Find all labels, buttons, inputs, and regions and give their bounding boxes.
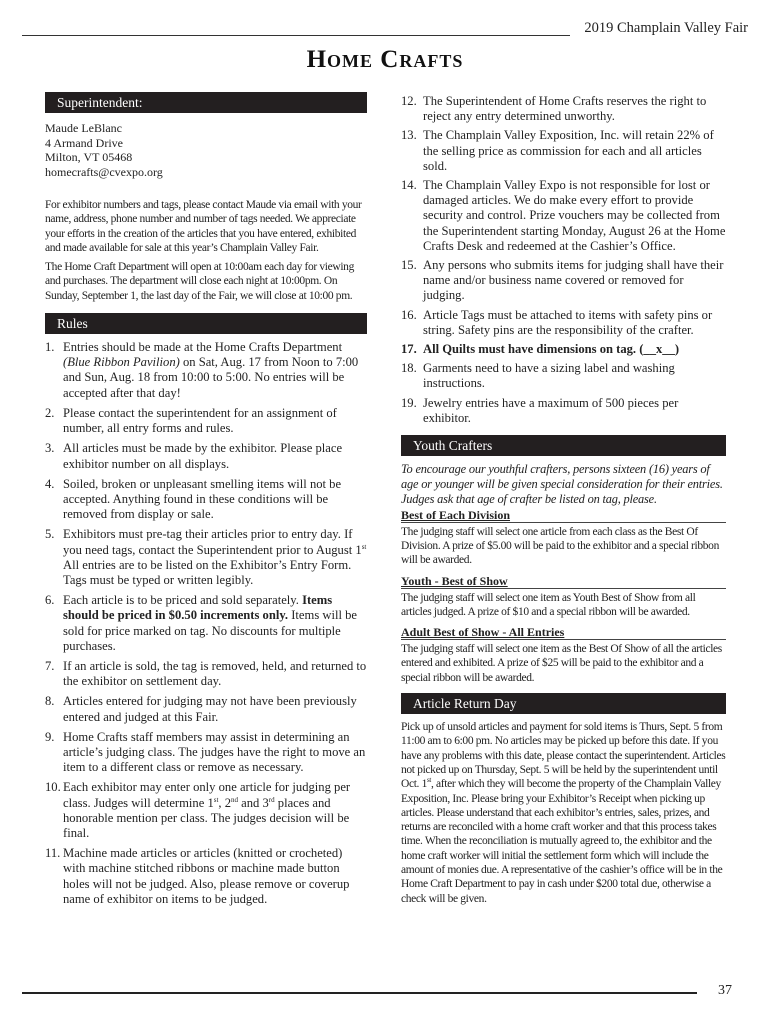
rule-item: 13. The Champlain Valley Exposition, Inc. will retain 22% of the selling price as commission for each and all articles sold. <box>401 128 714 173</box>
rule-item: 8. Articles entered for judging may not have been previously entered and judged at this Fair. <box>45 694 357 724</box>
article-return-text: Pick up of unsold articles and payment for sold items is Thurs, Sept. 5 from 11:00 am to 6:00 pm. No articles may be picked up before this date. If you have any problems with this date, please contact the superintendent. Articles not picked up on Thursday, Sept. 5 will be held by the superintendent until Oct. 1st, after which they will become the property of the Champlain Valley Exposition, Inc. Please bring your Exhibitor’s Receipt when picking up articles. Please understand that each exhibitor’s entries, sales, prizes, and returns are reconciled with a home craft worker and that this process takes time. When the reconciliation is mutually agreed to, the exhibitor and the home craft worker will initial the settlement form which will include the amount of monies due. A representative of the cashier’s office will be in the Home Craft Department to pay in cash under $200 total due, otherwise a check will be given. <box>401 721 726 905</box>
article-return-heading: Article Return Day <box>401 693 726 714</box>
running-header: 2019 Champlain Valley Fair <box>584 20 748 36</box>
rule-item: 4. Soiled, broken or unpleasant smelling items will not be accepted. Anything found in these conditions will be removed from display or sale. <box>45 476 342 522</box>
rule-item: 14. The Champlain Valley Expo is not responsible for lost or damaged articles. We do make every effort to provide security and control. Prize vouchers may be collected from the Superintendent starting Monday, August 26 at the Home Crafts Desk and redeemed at the Cashier’s Office. <box>401 178 726 253</box>
rules-list <box>45 340 367 907</box>
rule-item: 6. Each article is to be priced and sold separately. Items should be priced in $0.50 increments only. Items will be sold for price marked on tag. No discounts for multiple purchases. <box>45 593 357 653</box>
superintendent-address2: Milton, VT 05468 <box>45 150 133 164</box>
superintendent-address1: 4 Armand Drive <box>45 135 123 150</box>
rule-item: 18. Garments need to have a sizing label and washing instructions. <box>401 361 675 391</box>
rule-item: 17. All Quilts must have dimensions on tag. (__x__) <box>401 342 680 357</box>
rule-item: 10. Each exhibitor may enter only one article for judging per class. Judges will determine 1st, 2nd and 3rd places and honorable mention per class. The judges decision will be final. <box>45 780 351 840</box>
rule-item: 19. Jewelry entries have a maximum of 500 pieces per exhibitor. <box>401 395 679 425</box>
divider <box>401 522 726 523</box>
rule-item: 15. Any persons who submits items for judging shall have their name and/or business name covered or removed for judging. <box>401 258 724 303</box>
rule-item: 2. Please contact the superintendent for an assignment of number, all entry forms and rules. <box>45 405 337 436</box>
exhibitor-info-paragraph: For exhibitor numbers and tags, please contact Maude via email with your name, address, phone number and number of tags needed. We appreciate your efforts in the creation of the articles that you have entered, exhibited and made available for sale at this year’s Champlain Valley Fair. <box>45 199 362 254</box>
rule-item: 1. Entries should be made at the Home Crafts Department (Blue Ribbon Pavilion) on Sat, Aug. 17 from Noon to 7:00 and Sun, Aug. 18 from 10:00 to 5:00. No entries will be accepted after that day! <box>45 340 359 400</box>
youth-crafters-heading: Youth Crafters <box>401 435 726 456</box>
youth-intro: To encourage our youthful crafters, persons sixteen (16) years of age or younger will be given special consideration for their entries. Judges ask that age of crafter be listed on tag, please. <box>401 462 723 507</box>
right-column <box>401 94 726 906</box>
page-number: 37 <box>718 983 732 998</box>
superintendent-email[interactable]: homecrafts@cvexpo.org <box>45 164 163 179</box>
left-column <box>45 92 367 907</box>
best-of-division-text: The judging staff will select one article from each class as the Best Of Division. A prize of $5.00 will be paid to the exhibitor and a special ribbon will be awarded. <box>401 525 719 567</box>
rule-item: 9. Home Crafts staff members may assist in determining an article’s judging class. The judges have the right to move an item to a different class or remove as necessary. <box>45 729 366 775</box>
rule-item: 11. Machine made articles or articles (knitted or crocheted) with machine stitched ribbons or machine made button holes will not be judged. Also, please remove or coverup name of exhibitor on items to be judged. <box>45 846 350 906</box>
header-rule <box>22 35 570 36</box>
divider <box>401 588 726 589</box>
adult-best-of-show-text: The judging staff will select one item as the Best Of Show of all the articles entered and exhibited. A prize of $25 will be paid to the exhibitor and a special ribbon will be awarded. <box>401 643 722 684</box>
rule-item: 3. All articles must be made by the exhibitor. Please place exhibitor number on all displays. <box>45 441 343 471</box>
rules-heading: Rules <box>45 313 367 334</box>
best-of-division-title: Best of Each Division <box>401 507 511 522</box>
youth-best-of-show-text: The judging staff will select one item as Youth Best of Show from all articles judged. A prize of $10 and a special ribbon will be awarded. <box>401 591 696 618</box>
hours-paragraph: The Home Craft Department will open at 10:00am each day for viewing and purchases. The department will close each night at 10:00pm. On Sunday, September 1, the last day of the Fair, we will close at 10:00 pm. <box>45 261 354 302</box>
superintendent-name: Maude LeBlanc <box>45 121 122 135</box>
rule-item: 12. The Superintendent of Home Crafts reserves the right to reject any entry determined unworthy. <box>401 94 707 124</box>
page-title: Home Crafts <box>306 46 464 73</box>
rule-item: 7. If an article is sold, the tag is removed, held, and returned to the exhibitor on settlement day. <box>45 658 367 689</box>
footer-rule <box>22 992 697 994</box>
divider <box>401 639 726 640</box>
rules-list-continued <box>401 94 726 426</box>
superintendent-heading: Superintendent: <box>45 92 367 113</box>
adult-best-of-show-title: Adult Best of Show - All Entries <box>401 625 565 640</box>
rule-item: 5. Exhibitors must pre-tag their articles prior to entry day. If you need tags, contact the Superintendent prior to August 1st All entries are to be listed on the Exhibitor’s Entry Form. Tags must be typed or written legibly. <box>45 527 367 587</box>
rule-item: 16. Article Tags must be attached to items with safety pins or string. Safety pins are the responsibility of the crafter. <box>401 307 713 337</box>
youth-best-of-show-title: Youth - Best of Show <box>401 573 508 588</box>
